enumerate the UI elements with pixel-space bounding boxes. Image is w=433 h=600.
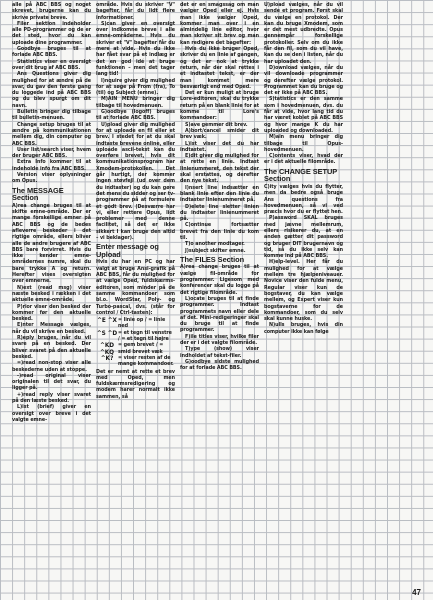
- paragraph: E)nter Message vælges, når du vil skrive en besked.: [12, 322, 91, 335]
- paragraph: Change setup bruges til at ændre på kommunikationen mellem dig, din computer og ABC BBS.: [12, 121, 91, 147]
- paragraph: Statistics viser en oversigt over dit brug af ABC BBS.: [12, 58, 91, 71]
- page-number: 47: [412, 588, 421, 597]
- paragraph: =)read non-stop viser alle beskederne uden at stoppe.: [12, 360, 91, 373]
- paragraph: G)oodbye (logoff) bruges til at forlade ABC BBS.: [96, 109, 175, 122]
- text-column-3: [180, 2, 259, 372]
- key-combo: ^KD ^KQ: [99, 341, 114, 356]
- paragraph: A)rea change bruges til at skifte emne-område. Der er mange forskellige emner på ABC BBS og de bedes afleverre beskeder i det rigtige område, ellers bliver alle de andre brugere af ABC BBS bare forvirret. Hvis du ikke kender emne-områdernes numre, skal du bare trykke A og return. Herefter vises oversigten over emnerne.: [12, 202, 91, 285]
- paragraph: Version viser oplysninger om Opus.: [12, 172, 91, 185]
- key-combo: ^K?: [100, 353, 114, 362]
- key-combo: ^S ^D: [96, 328, 118, 337]
- section-heading: The MESSAGE Section: [12, 185, 64, 203]
- paragraph: N)ext (read msg) viser næste besked i rækken i det aktuelle emne-område.: [12, 284, 91, 304]
- key-row: [96, 355, 175, 368]
- paragraph: D)elete line sletter linien du indtaster linienummeret på.: [180, 203, 259, 223]
- key-description: = gem brevet / = smid brevet væk: [118, 342, 164, 355]
- paragraph: Hvis du ikke bruger Oped, skriver du en linie af gangen, og det er nok at trykke return, når der skal rettes i et indtastet tekst, er der man kommet mere besværligt end med Oped.: [180, 46, 259, 90]
- paragraph: C)ontents viser, hvad der er i det aktuelle filområde.: [264, 153, 343, 166]
- text-column-2: [96, 2, 175, 400]
- paragraph: det er en smagssag om man vælger Oped eller ej. Hvis man ikke vælger Oped, kommer man over i en almindelig line editor, hvor man skriver sit brev og man kan redigere det bagefter:: [180, 2, 259, 46]
- paragraph: N)ulls bruges, hvis din computer ikke kan følge: [264, 322, 343, 335]
- paragraph: P)rior viser den besked der kommer før den aktuelle besked.: [12, 303, 91, 323]
- paragraph: T)o another modtager.: [185, 241, 245, 248]
- paragraph: L)ist viser det du har indtastet.: [180, 140, 259, 153]
- paragraph: Det er kun muligt at bruge Lore-editoren, skal du trykke return på en blank linie for at komme til Lore's kommandoer:: [180, 90, 259, 122]
- paragraph: Filer sektion indeholder alle PD-programmer og de er det sted, hvor du kan uploade dine programmer.: [12, 20, 91, 46]
- paragraph: M)ain menu bringer dig tilbage til Opus-hovedmenuen.: [264, 134, 343, 153]
- paragraph: område. Hvis du skriver "V" bagefter, får du lidt flere informationer.: [96, 2, 175, 21]
- paragraph: I)nsert line indsætter en blank linie efter den linie du indtaster linienummeret på.: [180, 184, 259, 204]
- paragraph: Ans Questions giver dig mulighed for at ændre på de svar, du gav den første gang du loggede ind på ABC BBS og du blev spurgt om dit navn.: [12, 71, 91, 109]
- paragraph: alle på ABC BBS og noget skrevet, brugerne kan du skrive private breve.: [12, 2, 91, 21]
- paragraph: J)subject skifter emne.: [185, 247, 246, 254]
- text-column-4: [264, 2, 343, 335]
- paragraph: R)eply bruges, når du vil svare på en besked. Der bliver svaret på den aktuelle besked.: [12, 335, 91, 360]
- paragraph: F)ile titles viser, hvilke filer der er i det valgte filområde.: [180, 333, 259, 347]
- paragraph: C)ity vælges hvis du flytter, men da bedre også bruge Ans questions fra hovedmenuen, så vi ved præcis hvor du er flyttet hen.: [264, 183, 343, 216]
- paragraph: A)bort/cancel smider dit brev væk.: [180, 127, 259, 141]
- paragraph: Det er nemt at rette et brev med Oped, men fuldskærmsredigering og modem harer normalt ikke sammen, så: [96, 368, 175, 400]
- section-heading: The CHANGE SETUP Section: [264, 166, 337, 184]
- paragraph: S)tatistics er den samme som i hovedmenuen, dvs. du får at vide, hvor lang tid du har været koblet på ABC BBS og hvor mange K du har uploaded og downloaded.: [264, 96, 343, 134]
- paragraph: E)dit giver dig mulighed for at rette en linie. Indtast linienummeret, den tekst der skal erstattes, og derefter den nye tekst.: [180, 153, 259, 185]
- key-description: = viser resten af de mange kommandoer.: [118, 354, 174, 368]
- paragraph: C)ontinue fortsætter brevet fra den linie du kom til.: [180, 222, 259, 241]
- paragraph: S)ave gemmer dit brev.: [185, 121, 248, 128]
- paragraph: -)read original viser originalen til det svar, du ligger på.: [12, 372, 91, 392]
- paragraph: Bulletin bringer dig tilbage til bulletin-menuen.: [12, 109, 91, 122]
- paragraph: A)rea change bruges til at vælge fil-område for programmer. Ligesom med konferencer skal du logge på det rigtige filområde.: [180, 264, 259, 296]
- paragraph: Goodbye bruges til at forlade ABC BBS.: [12, 46, 91, 59]
- paragraph: T)ype (show) viser indholdet af tekst-filer.: [180, 346, 259, 359]
- paragraph: User list/search viser, hvem der bruger ABC BBS.: [12, 146, 91, 160]
- paragraph: U)pload giver dig mulighed for at uploade en fil eller et brev. I stedet for at du skal indtaste brevene online, eller uploade ascii-tekst kan du overføre brevet, hvis dit kommunikationsprogram har Xmodem-protokollen. Det går hurtigt, der kommer ingen støvfejl (ud over dem du indtaster) og du kan gøre det mens du sidder og ser tv-programmer på at formulere et godt brev. (Desværre har vi, eller rettere Opus, lidt problemer med denne facilitet, så det er ikke sikkert I kan bruge den altid – vi beklager).: [96, 121, 175, 241]
- paragraph: S)can giver en oversigt over indkomne breve i alle emne-områderne. Hvis du skriver et "V" bagefter får du mere at vide. Hvis du ikke har fået svar på et indlæg er det en god idé at bruge funktionen – men det tager lang tid!: [96, 20, 175, 78]
- text-column-1: [12, 2, 91, 423]
- paragraph: L)ist (brief) giver en oversigt over breve i det valgte emne-: [12, 404, 91, 423]
- paragraph: G)oodbye sidste mulighed for at forlade ABC BBS.: [180, 358, 259, 372]
- paragraph: M)AIN MENU bringer dig tilbage til hovedmenuen.: [96, 96, 175, 109]
- paragraph: H)elp-level. Her får du mulighed for at vælge mellem tre hjælpeniveauer. Novice viser den fulde menu, Regular viser kun de bogstaver, du kan vælge mellem, og Expert viser kun bogstaverne for de kommandoer, som du selv skal kunne huske.: [264, 259, 343, 323]
- section-heading: Enter message og Upload: [96, 242, 159, 259]
- paragraph: D)ownload vælges, når du vil downloade programmer og derefter vælge protokol. Programmet kan du bruge og det er ikke på ABC BBS.: [264, 64, 343, 97]
- paragraph: P)assword SKAL bruges med jævne mellemrum, ellers risikerer du, at en anden gætter dit password og bruger DIT brugernavn og tid, så du ikke selv kan komme ind på ABC BBS.: [264, 215, 343, 260]
- paragraph: Hvis du har en PC og har valgt at bruge Ansi-grafik på ABC BBS, får du mulighed for at vælge Oped, fuldskærms-editoren, som minder på de samme kommandoer som bl.o. WordStar, Poly- og Turbo-pascal, dvs. (står for control / Ctrl-tasten):: [96, 259, 175, 316]
- key-combo: ^E ^X: [97, 316, 117, 325]
- section-heading: The FILES Section: [180, 254, 245, 264]
- paragraph: +)read reply viser svaret på den læste besked.: [12, 391, 91, 404]
- key-command-table: [96, 317, 175, 367]
- paragraph: L)ocate bruges til at finde programmer. Indtast programmets navn eller dele af det. Mini-redigeringer skal du bruge til at finde programmer.: [180, 295, 259, 334]
- key-row: [96, 317, 175, 330]
- key-description: = et tegn til venstre / = et tegn til højre: [118, 329, 172, 343]
- paragraph: Extra Info kommer til at indeholde info fra ABC BBS.: [12, 159, 91, 172]
- magazine-page: [8, 2, 428, 588]
- paragraph: U)pload vælges, når du vil sende et program. Først skal du vælge en protokol. Der kan du bruge Xmodem, som er det mest udbredte. Opus gennemgår forskellige protokoller. Selv om du ikke får den fil, som du vil have, kan du se den i listen, når du har uploadet den.: [264, 2, 343, 65]
- key-description: = linie op / = linie ned: [118, 317, 166, 330]
- paragraph: I)nquire giver dig mulighed for at søge på From (fra), To (til) og Subject (emne).: [96, 77, 175, 97]
